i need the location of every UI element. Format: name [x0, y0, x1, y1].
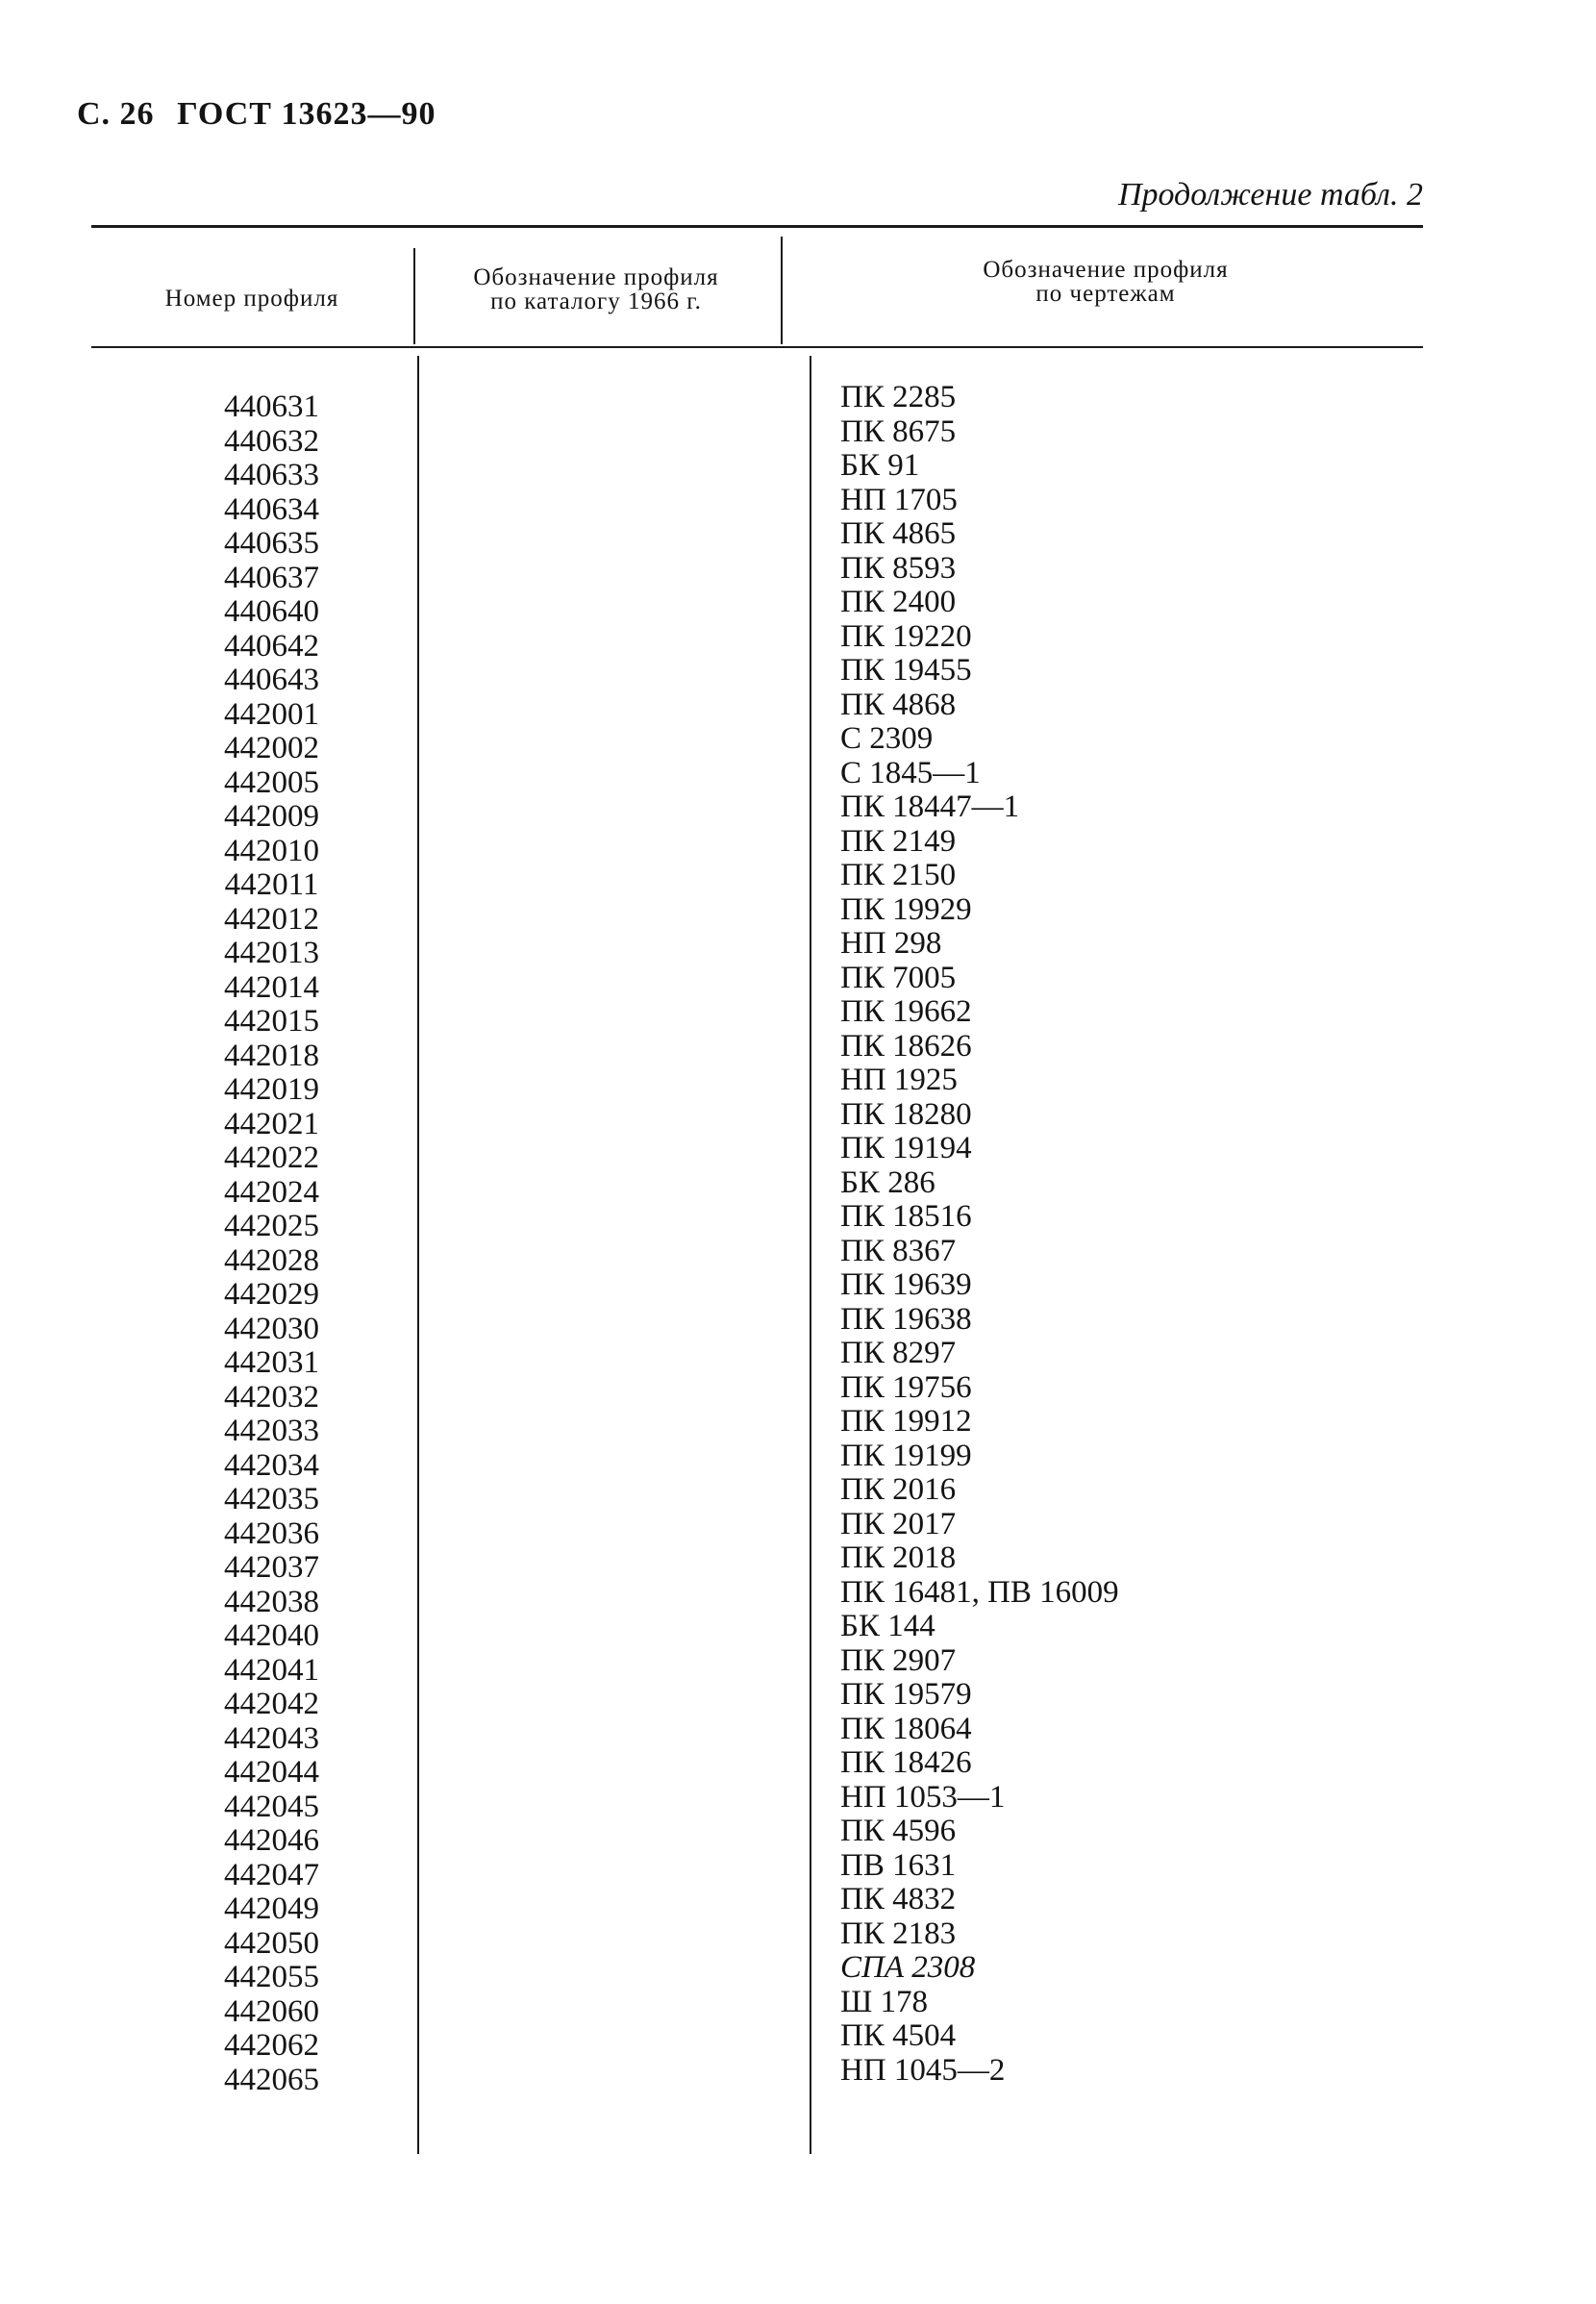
drawing-designation-cell: ПК 19756	[840, 1369, 972, 1405]
profile-number-cell: 442047	[224, 1857, 319, 1892]
drawing-designation-cell: Ш 178	[840, 1984, 929, 2019]
drawing-designation-cell: ПК 8367	[840, 1233, 957, 1268]
profile-number-cell: 440631	[224, 389, 319, 424]
drawing-designation-cell: ПК 4832	[840, 1882, 957, 1916]
drawing-designation-cell: ПК 2016	[840, 1472, 957, 1507]
drawing-designation-cell: ПК 8675	[840, 413, 957, 449]
drawing-designation-cell: ПК 18280	[840, 1096, 972, 1132]
drawing-designation-cell: БК 91	[840, 448, 920, 483]
drawing-designation-cell: НП 298	[840, 926, 942, 961]
drawing-designation-cell: ПК 18426	[840, 1745, 972, 1780]
drawing-designation-cell: НП 1045—2	[840, 2052, 1006, 2088]
drawing-designation-cell: НП 1705	[840, 482, 958, 517]
profile-number-cell: 442046	[224, 1823, 319, 1858]
profile-number-cell: 442037	[224, 1550, 319, 1585]
profile-number-column	[187, 390, 356, 2097]
profile-number-cell: 442010	[224, 833, 319, 868]
drawing-designation-cell: ПК 19929	[840, 891, 972, 927]
profile-number-cell: 442065	[224, 2062, 319, 2097]
profile-number-cell: 442031	[224, 1345, 319, 1380]
drawing-designation-cell: ПК 18516	[840, 1199, 972, 1234]
drawing-designation-column	[840, 381, 1379, 2088]
profile-number-cell: 442033	[224, 1414, 319, 1448]
drawing-designation-cell: ПК 16481, ПВ 16009	[840, 1574, 1119, 1610]
profile-number-cell: 442062	[224, 2028, 319, 2063]
drawing-designation-cell: ПК 2018	[840, 1540, 957, 1575]
drawing-designation-cell: ПК 8593	[840, 550, 957, 586]
profile-number-cell: 442060	[224, 1993, 319, 2029]
profile-number-cell: 440642	[224, 628, 319, 664]
drawing-designation-cell: С 1845—1	[840, 755, 981, 790]
profile-number-cell: 442029	[224, 1277, 319, 1312]
profile-number-cell: 442005	[224, 764, 319, 800]
profile-number-cell: 440635	[224, 526, 319, 561]
profile-number-cell: 442044	[224, 1755, 319, 1790]
drawing-designation-cell: ПК 19912	[840, 1404, 972, 1439]
profile-number-cell: 442041	[224, 1652, 319, 1688]
drawing-designation-cell: ПК 19220	[840, 618, 972, 654]
profile-number-cell: 440634	[224, 491, 319, 527]
drawing-designation-cell: ПК 8297	[840, 1336, 957, 1370]
column-divider-1-body	[417, 356, 419, 2154]
drawing-designation-cell: ПК 4596	[840, 1814, 957, 1848]
profile-number-cell: 442001	[224, 696, 319, 732]
column-divider-1	[413, 248, 415, 344]
profile-number-cell: 442028	[224, 1242, 319, 1278]
column-header-profile-number: Номер профиля	[164, 286, 339, 312]
profile-number-cell: 442009	[224, 799, 319, 834]
drawing-designation-cell: ПК 19455	[840, 653, 972, 688]
drawing-designation-cell: ПК 18064	[840, 1711, 972, 1746]
drawing-designation-cell: С 2309	[840, 721, 934, 756]
profile-number-cell: 442035	[224, 1482, 319, 1516]
profile-number-cell: 440637	[224, 560, 319, 595]
drawing-designation-cell: ПК 2017	[840, 1506, 957, 1541]
table-continuation-label: Продолжение табл. 2	[1117, 177, 1423, 213]
page-number: С. 26	[77, 96, 155, 132]
profile-number-cell: 442011	[224, 867, 319, 902]
drawing-designation-cell: ПК 19579	[840, 1677, 972, 1712]
drawing-designation-cell: ПК 2907	[840, 1642, 957, 1678]
profile-number-cell: 442030	[224, 1311, 319, 1346]
profile-number-cell: 442024	[224, 1174, 319, 1210]
profile-number-cell: 442025	[224, 1209, 319, 1243]
drawing-designation-cell: ПК 19639	[840, 1267, 972, 1302]
drawing-designation-cell: НП 1925	[840, 1063, 958, 1097]
column-divider-2-body	[810, 356, 811, 2154]
profile-number-cell: 442045	[224, 1789, 319, 1824]
column-header-drawing-designation: Обозначение профиля по чертежам	[983, 257, 1229, 307]
column-header-catalog-designation: Обозначение профиля по каталогу 1966 г.	[473, 264, 719, 314]
standard-code: ГОСТ 13623—90	[177, 96, 436, 132]
drawing-designation-cell: ПК 4504	[840, 2018, 957, 2053]
drawing-designation-cell: СПА 2308	[840, 1950, 976, 1985]
drawing-designation-cell: ПК 19199	[840, 1438, 972, 1473]
profile-number-cell: 442013	[224, 936, 319, 970]
profile-number-cell: 442032	[224, 1379, 319, 1415]
profile-number-cell: 440633	[224, 458, 319, 492]
profile-number-cell: 442036	[224, 1515, 319, 1551]
drawing-designation-cell: НП 1053—1	[840, 1779, 1006, 1815]
profile-number-cell: 440643	[224, 663, 319, 697]
profile-number-cell: 442018	[224, 1038, 319, 1073]
profile-number-cell: 442038	[224, 1584, 319, 1619]
drawing-designation-cell: ПК 2149	[840, 823, 957, 859]
profile-number-cell: 442015	[224, 1004, 319, 1039]
drawing-designation-cell: ПК 7005	[840, 960, 957, 995]
drawing-designation-cell: ПК 2183	[840, 1916, 957, 1951]
profile-number-cell: 442021	[224, 1106, 319, 1141]
profile-number-cell: 442040	[224, 1618, 319, 1653]
profile-number-cell: 442022	[224, 1140, 319, 1175]
drawing-designation-cell: ПК 4865	[840, 516, 957, 551]
page-header	[77, 96, 449, 133]
drawing-designation-cell: ПК 2400	[840, 585, 957, 619]
profile-number-cell: 440632	[224, 423, 319, 459]
drawing-designation-cell: ПК 2285	[840, 380, 957, 414]
profile-number-cell: 442042	[224, 1687, 319, 1721]
profile-number-cell: 442014	[224, 969, 319, 1005]
drawing-designation-cell: ПВ 1631	[840, 1847, 957, 1883]
table-header-rule	[91, 346, 1423, 348]
profile-number-cell: 442050	[224, 1925, 319, 1961]
profile-number-cell: 442002	[224, 731, 319, 765]
drawing-designation-cell: БК 286	[840, 1165, 935, 1200]
drawing-designation-cell: ПК 19638	[840, 1301, 972, 1337]
drawing-designation-cell: ПК 18447—1	[840, 789, 1020, 824]
profile-number-cell: 442055	[224, 1960, 319, 1994]
column-divider-2	[781, 237, 783, 344]
profile-number-cell: 442043	[224, 1720, 319, 1756]
table-top-rule	[91, 225, 1423, 228]
profile-number-cell: 442049	[224, 1891, 319, 1926]
drawing-designation-cell: БК 144	[840, 1609, 935, 1643]
drawing-designation-cell: ПК 19194	[840, 1131, 972, 1165]
drawing-designation-cell: ПК 4868	[840, 687, 957, 722]
profile-number-cell: 442019	[224, 1072, 319, 1107]
profile-number-cell: 442034	[224, 1447, 319, 1483]
profile-number-cell: 442012	[224, 901, 319, 937]
drawing-designation-cell: ПК 2150	[840, 858, 957, 892]
profile-number-cell: 440640	[224, 594, 319, 629]
drawing-designation-cell: ПК 19662	[840, 994, 972, 1029]
drawing-designation-cell: ПК 18626	[840, 1028, 972, 1064]
